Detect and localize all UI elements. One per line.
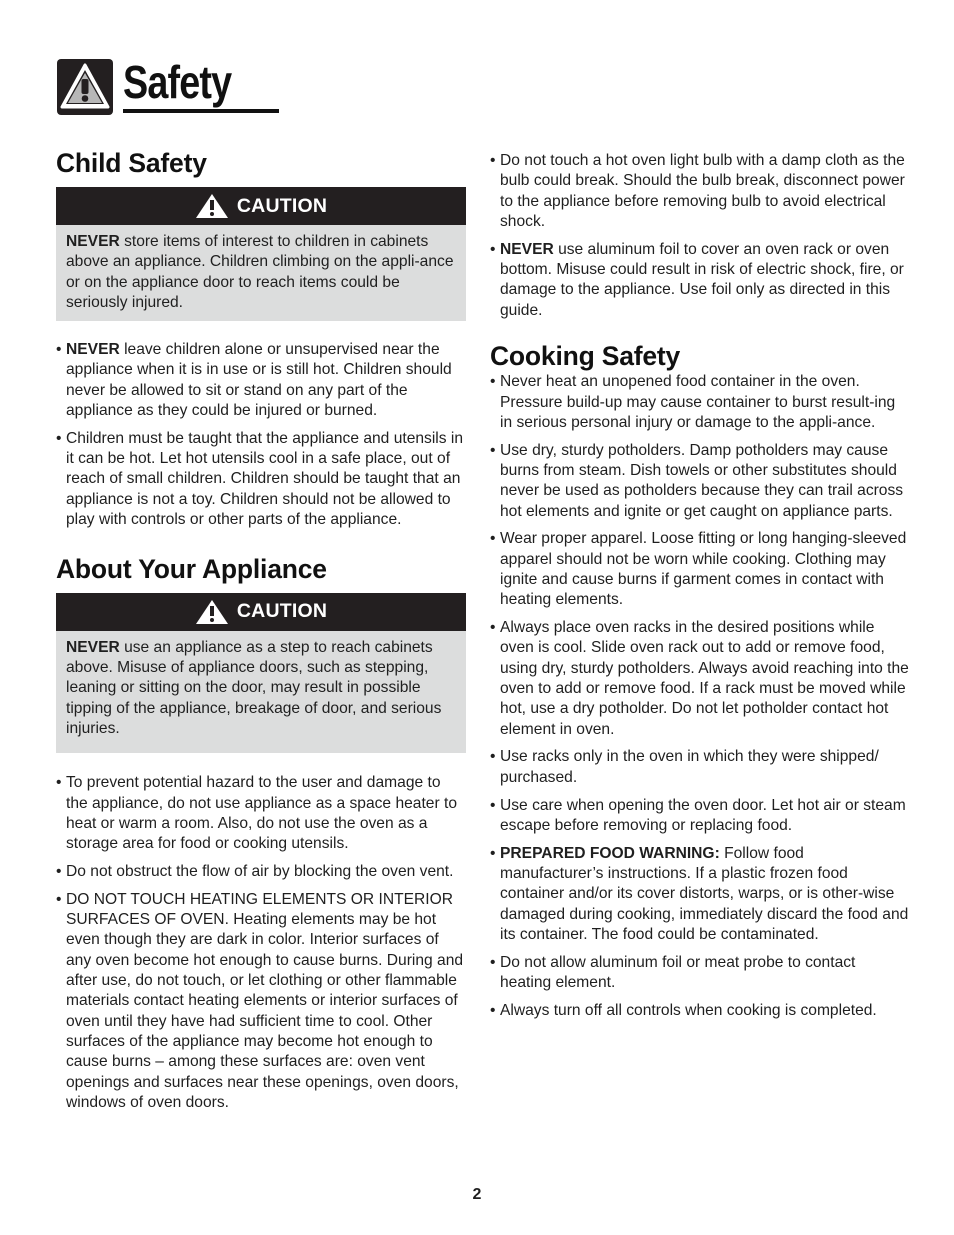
list-item: • Wear proper apparel. Loose fitting or long hanging-sleeved apparel should not be worn while cooking. Clothing may ignite and cause burns if garment comes in contact with heating elements.	[490, 529, 910, 610]
list-item: • DO NOT TOUCH HEATING ELEMENTS OR INTERIOR SURFACES OF OVEN. Heating elements may be hot even though they are dark in color. Interior surfaces of any oven become hot enough to cause burns. During and after use, do not touch, or let clothing or other flammable materials contact heating elements or interior surfaces of oven until they have had sufficient time to cool. Other surfaces of the appliance may become hot enough to cause burns – among these surfaces are: oven vent openings and surfaces near these openings, oven doors, windows of oven doors.	[56, 890, 466, 1113]
cooking-safety-list	[490, 372, 910, 1021]
oven-safety-list	[490, 151, 910, 321]
right-column	[490, 151, 910, 1028]
caution-label: CAUTION	[236, 600, 328, 623]
list-item: • NEVER leave children alone or unsupervised near the appliance when it is in use or is still hot. Children should never be allowed to sit or stand on any part of the appliance as they could be injured or burned.	[56, 340, 466, 421]
warning-triangle-icon	[195, 599, 229, 625]
list-item: • Use racks only in the oven in which they were shipped/ purchased.	[490, 747, 910, 788]
list-item: • PREPARED FOOD WARNING: Follow food manufacturer’s instructions. If a plastic frozen food container and/or its cover distorts, warps, or is other-wise damaged during cooking, immediately discard the food and its container. The food could be contaminated.	[490, 844, 910, 945]
warning-icon	[57, 59, 113, 115]
list-item: • Use care when opening the oven door. Let hot air or steam escape before removing or replacing food.	[490, 796, 910, 837]
caution-text: NEVER store items of interest to children in cabinets above an appliance. Children climbing on the appli-ance or on the appliance door to reach items could be seriously injured.	[56, 225, 466, 321]
child-safety-list	[56, 340, 466, 530]
caution-banner	[56, 187, 466, 225]
caution-banner	[56, 593, 466, 631]
warning-triangle-icon	[195, 193, 229, 219]
page-number: 2	[472, 1186, 482, 1203]
list-item: • Do not obstruct the flow of air by blocking the oven vent.	[56, 862, 466, 882]
list-item: • NEVER use aluminum foil to cover an oven rack or oven bottom. Misuse could result in risk of electric shock, fire, or damage to the appliance. Use foil only as directed in this guide.	[490, 240, 910, 321]
list-item: • Always turn off all controls when cooking is completed.	[490, 1001, 910, 1021]
page-title: Safety	[123, 56, 232, 108]
child-safety-heading: Child Safety	[56, 148, 207, 178]
list-item: • Always place oven racks in the desired positions while oven is cool. Slide oven rack out to add or remove food, using dry, sturdy potholders. Always avoid reaching into the oven to add or remove food. If a rack must be moved while hot, use a dry potholder. Do not let potholder contact hot element in oven.	[490, 618, 910, 740]
list-item: • Do not touch a hot oven light bulb with a damp cloth as the bulb could break. Should the bulb break, disconnect power to the appliance before removing bulb to avoid electrical shock.	[490, 151, 910, 232]
list-item: • Children must be taught that the appliance and utensils in it can be hot. Let hot utensils cool in a safe place, out of reach of small children. Children should be taught that an appliance is not a toy. Children should not be allowed to play with controls or other parts of the appliance.	[56, 429, 466, 530]
about-appliance-heading: About Your Appliance	[56, 553, 327, 584]
caution-text: NEVER use an appliance as a step to reach cabinets above. Misuse of appliance doors, such as stepping, leaning or sitting on the door, may result in possible tipping of the appliance, breakage of door, and serious injuries.	[56, 631, 466, 753]
about-appliance-list	[56, 773, 466, 1113]
caution-label: CAUTION	[236, 194, 328, 217]
cooking-safety-heading: Cooking Safety	[490, 341, 681, 372]
list-item: • Use dry, sturdy potholders. Damp potholders may cause burns from steam. Dish towels or other substitutes should never be used as potholders because they can trail across hot elements and ignite or get caught on appliance parts.	[490, 441, 910, 522]
left-column	[56, 147, 466, 1121]
list-item: • To prevent potential hazard to the user and damage to the appliance, do not use appliance as a space heater to heat or warm a room. Also, do not use the oven as a storage area for food or cooking utensils.	[56, 773, 466, 854]
list-item: • Do not allow aluminum foil or meat probe to contact heating element.	[490, 953, 910, 994]
title-underline	[123, 109, 279, 113]
list-item: • Never heat an unopened food container in the oven. Pressure build-up may cause container to burst result-ing in serious personal injury or damage to the appli-ance.	[490, 372, 910, 433]
